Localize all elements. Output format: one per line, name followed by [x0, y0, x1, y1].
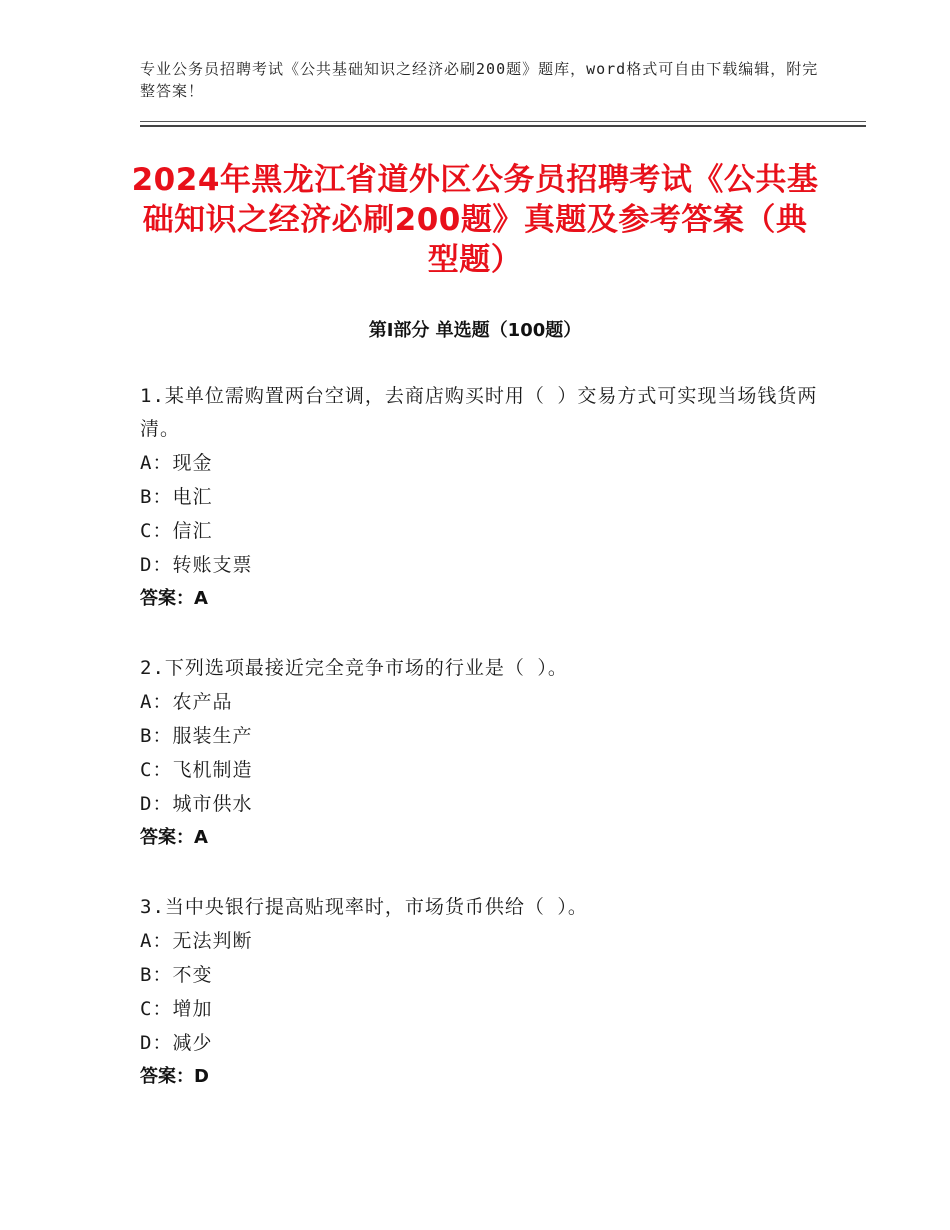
document-title: 2024年黑龙江省道外区公务员招聘考试《公共基础知识之经济必刷200题》真题及参考答案（典型题）: [131, 162, 819, 278]
header-rule-thin: [140, 121, 866, 122]
option-a: A：现金: [140, 452, 213, 474]
option-d: D：城市供水: [140, 793, 253, 815]
question-stem: 2.下列选项最接近完全竞争市场的行业是（ ）。: [140, 657, 568, 679]
option-b: B：服装生产: [140, 725, 253, 747]
option-b: B：电汇: [140, 486, 213, 508]
option-d: D：减少: [140, 1032, 213, 1054]
question-2: [140, 652, 820, 855]
question-3: [140, 891, 820, 1094]
answer: 答案：D: [140, 1066, 209, 1087]
option-c: C：飞机制造: [140, 759, 253, 781]
header-rule-thick: [140, 125, 866, 127]
option-d: D：转账支票: [140, 554, 253, 576]
answer: 答案：A: [140, 827, 208, 848]
header-note: 专业公务员招聘考试《公共基础知识之经济必刷200题》题库，word格式可自由下载编辑，附完整答案！: [140, 60, 819, 100]
option-c: C：信汇: [140, 520, 213, 542]
option-c: C：增加: [140, 998, 213, 1020]
question-stem: 1.某单位需购置两台空调，去商店购买时用（ ）交易方式可实现当场钱货两清。: [140, 385, 818, 440]
option-b: B：不变: [140, 964, 213, 986]
section-title: 第Ⅰ部分 单选题（100题）: [368, 320, 582, 341]
question-1: [140, 380, 820, 616]
question-stem: 3.当中央银行提高贴现率时，市场货币供给（ ）。: [140, 896, 588, 918]
answer: 答案：A: [140, 588, 208, 609]
option-a: A：无法判断: [140, 930, 253, 952]
option-a: A：农产品: [140, 691, 233, 713]
